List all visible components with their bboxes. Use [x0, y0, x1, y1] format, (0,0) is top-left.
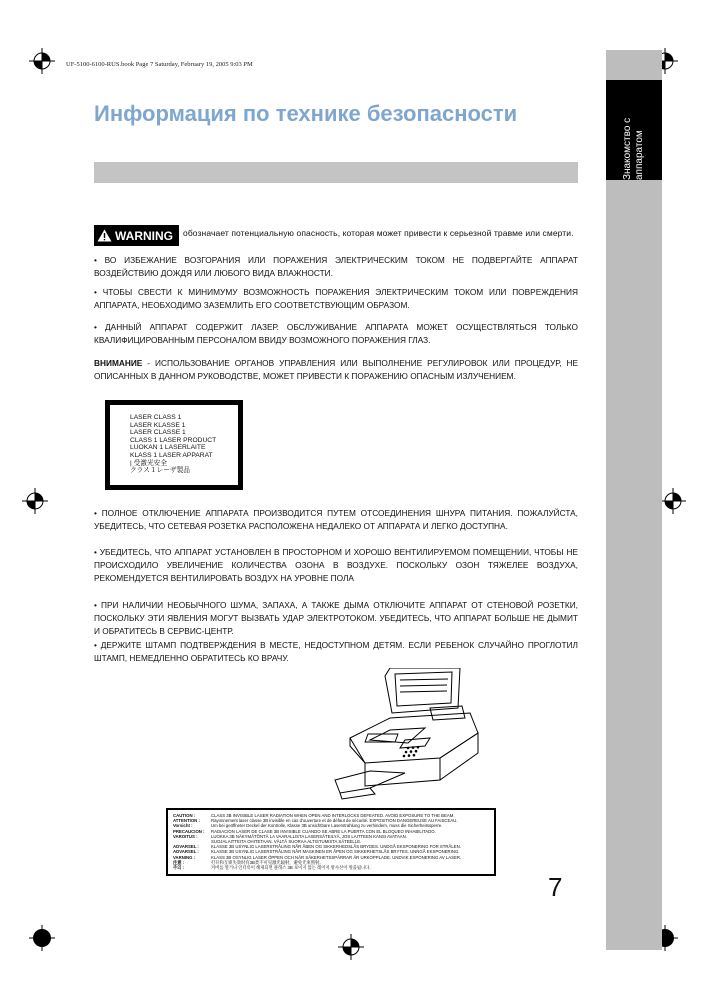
attention-text: - ИСПОЛЬЗОВАНИЕ ОРГАНОВ УПРАВЛЕНИЯ ИЛИ ВЫПОЛНЕНИЕ РЕГУЛИРОВОК ИЛИ ПРОЦЕДУР, НЕ ОПИСАННЫХ В ДАННОМ РУКОВОДСТВЕ, МОЖЕТ ПРИВЕСТИ К ПОРАЖЕНИЮ ОПАСНЫМ ИЗЛУЧЕНИЕМ. [94, 358, 578, 381]
side-margin-bar [606, 50, 662, 950]
caution-row-key: 주의 : [173, 865, 184, 871]
attention-paragraph [94, 357, 578, 383]
laser-label-line: クラス１レーザ製品 [130, 467, 190, 475]
laser-label-line: | 受激光安全 [130, 459, 168, 467]
registration-mark-icon [29, 48, 55, 74]
caution-row-key: Vorsicht : [173, 823, 193, 829]
page-number: 7 [548, 872, 563, 902]
registration-mark-icon [22, 488, 48, 514]
safety-paragraph: • ДЕРЖИТЕ ШТАМП ПОДТВЕРЖДЕНИЯ В МЕСТЕ, НЕДОСТУПНОМ ДЕТЯМ. ЕСЛИ РЕБЕНОК СЛУЧАЙНО ПРОГЛОТИЛ ШТАМП, НЕМЕДЛЕННО ОБРАТИТЕСЬ КО ВРАЧУ. [94, 640, 578, 663]
warning-badge [94, 225, 179, 246]
caution-row-key: ADVARSEL : [173, 844, 199, 850]
laser-label-line: KLASS 1 LASER APPARAT [130, 451, 213, 459]
caution-row-key: ADVARSEL : [173, 849, 199, 855]
caution-row-text: RADIACION LASER DE CLASE 3B INVISIBLE CUANDO SE ABRE LA PUERTA CON EL BLOQUEO INHABILITADO. [211, 828, 436, 834]
title-rule-bar [94, 162, 578, 183]
caution-row-text: 커버를 열거나 인터록이 해제되면 클래스 3B 보이지 않는 레이저 방사선이 방출됩니다. [211, 865, 371, 871]
laser-label-line: LASER KLASSE 1 [130, 421, 186, 429]
safety-paragraph: • ПРИ НАЛИЧИИ НЕОБЫЧНОГО ШУМА, ЗАПАХА, А ТАКЖЕ ДЫМА ОТКЛЮЧИТЕ АППАРАТ ОТ СТЕНОВОЙ РОЗЕТКИ, ПОСКОЛЬКУ ЭТИ ЯВЛЕНИЯ МОГУТ ВЫЗВАТЬ УДАР ЭЛЕКТРОТОКОМ. УБЕДИТЕСЬ, ЧТО АППАРАТ БОЛЬШЕ НЕ ДЫМИТ И ОБРАТИТЕСЬ В СЕРВИС-ЦЕНТР. [94, 600, 578, 636]
caution-row-key: PRECAUCION : [173, 828, 205, 834]
caution-row-text: SUOJALAITTEITA OHITETAAN. VÄLTÄ SUORAA ALTISTUMISTA SÄTEELLE. [211, 839, 362, 845]
caution-row-text: KLASSE 3B USYNLIG LASERSTRÅLING NÅR MASKINEN ER ÅPEN OG SIKKERHETSLÅS BRYTES. UNNGÅ EKSPONERING. [211, 849, 460, 855]
warning-triangle-icon [97, 229, 112, 242]
laser-label-line: LUOKAN 1 LASERLAITE [130, 444, 206, 452]
caution-row-text: KLASSE 3B USYNLIG LASERSTRÅLING NÅR ÅBEN OG SIKKERHEDSLÅS BRYDES. UNDGÅ EKSPONERING FOR STRÅLEN. [211, 844, 461, 850]
registration-mark-icon [660, 488, 686, 514]
safety-paragraph: • ПОЛНОЕ ОТКЛЮЧЕНИЕ АППАРАТА ПРОИЗВОДИТСЯ ПУТЕМ ОТСОЕДИНЕНИЯ ШНУРА ПИТАНИЯ. ПОЖАЛУЙСТА, УБЕДИТЕСЬ, ЧТО СЕТЕВАЯ РОЗЕТКА РАСПОЛОЖЕНА НЕДАЛЕКО ОТ АППАРАТА И ЛЕГКО ДОСТУПНА. [94, 508, 578, 531]
print-header: UF-5100-6100-RUS.book Page 7 Saturday, February 19, 2005 9:03 PM [66, 61, 253, 68]
laser-label-line: CLASS 1 LASER PRODUCT [130, 436, 217, 444]
attention-label: ВНИМАНИЕ [94, 358, 143, 368]
caution-row-text: 打开和互锁失效时有3B类不可见激光辐射，避免光束照射。 [211, 859, 324, 865]
caution-row-key: CAUTION : [173, 813, 196, 818]
caution-row-text: KLASS 3B OSYNLIG LASER ÖPPEN OCH NÄR SÄKERHETSSPÄRRAR ÄR URKOPPLADE. UNDVIK EXPONERING AV LASER. [211, 854, 462, 860]
caution-row-text: Um bei geöffneter Deckel der Kontrolle, Klasse 3B unsichtbare Laserstrahlung zu verhindern, muss die Sicherheitssperre. [211, 823, 443, 829]
laser-label-line: LASER CLASS 1 [130, 414, 182, 421]
caution-row-text: CLASS 3B INVISIBLE LASER RADIATION WHEN OPEN AND INTERLOCKS DEFEATED. AVOID EXPOSURE TO THE BEAM. [211, 813, 455, 818]
caution-row-text: Rayonnement laser classe 3B invisible en cas d'ouverture et de défaut de sécurité. EXPOSITION DANGEREUSE AU FAISCEAU. [211, 818, 458, 824]
caution-row-key: VAROITUS : [173, 833, 198, 839]
registration-mark-icon [338, 934, 364, 960]
warning-text: обозначает потенциальную опасность, которая может привести к серьезной травме или смерти. [183, 228, 574, 238]
safety-paragraph: • ВО ИЗБЕЖАНИЕ ВОЗГОРАНИЯ ИЛИ ПОРАЖЕНИЯ ЭЛЕКТРИЧЕСКИМ ТОКОМ НЕ ПОДВЕРГАЙТЕ АППАРАТ ВОЗДЕЙСТВИЮ ДОЖДЯ ИЛИ ЛЮБОГО ВИДА ВЛАЖНОСТИ. [94, 255, 578, 278]
laser-caution-label [166, 808, 496, 876]
fax-machine-illustration [330, 668, 500, 803]
caution-row [173, 865, 489, 870]
caution-row-key: ATTENTION : [173, 818, 200, 824]
caution-row-text: LUOKKA 3B NÄKYMÄTÖNTÄ LA VAARALLISTA LASERSÄTEILYÄ, JOS LAITTEEN KANSI AVATAAN. [211, 833, 407, 839]
laser-label-line: LASER CLASSE 1 [130, 429, 186, 437]
registration-mark-icon [29, 925, 55, 951]
page-title: Информация по технике безопасности [94, 101, 518, 126]
safety-paragraph: • УБЕДИТЕСЬ, ЧТО АППАРАТ УСТАНОВЛЕН В ПРОСТОРНОМ И ХОРОШО ВЕНТИЛИРУЕМОМ ПОМЕЩЕНИИ, ЧТОБЫ НЕ ПРОИСХОДИЛО УВЕЛИЧЕНИЕ КОЛИЧЕСТВА ОЗОНА В ВОЗДУХЕ. ПОСКОЛЬКУ ОЗОН ТЯЖЕЛЕЕ ВОЗДУХА, РЕКОМЕНДУЕТСЯ ВЕНТИЛИРОВАТЬ ВОЗДУХ НА УРОВНЕ ПОЛА [94, 547, 578, 583]
warning-badge-label: WARNING [115, 228, 173, 243]
caution-row-key: VARNING : [173, 854, 196, 860]
safety-paragraph: • ЧТОБЫ СВЕСТИ К МИНИМУМУ ВОЗМОЖНОСТЬ ПОРАЖЕНИЯ ЭЛЕКТРИЧЕСКИМ ТОКОМ ИЛИ ПОВРЕЖДЕНИЯ АППАРАТА, НЕОБХОДИМО ЗАЗЕМЛИТЬ ЕГО СООТВЕТСТВУЮЩИМ ОБРАЗОМ. [94, 287, 578, 310]
caution-row-key: 注意 : [173, 859, 185, 865]
laser-class-label [105, 400, 243, 490]
safety-paragraph: • ДАННЫЙ АППАРАТ СОДЕРЖИТ ЛАЗЕР. ОБСЛУЖИВАНИЕ АППАРАТА МОЖЕТ ОСУЩЕСТВЛЯТЬСЯ ТОЛЬКО КВАЛИФИЦИРОВАННЫМ ПЕРСОНАЛОМ ВВИДУ ВОЗМОЖНОГО ПОРАЖЕНИЯ ГЛАЗ. [94, 322, 578, 345]
section-tab-label: Знакомство с аппаратом [622, 117, 645, 180]
